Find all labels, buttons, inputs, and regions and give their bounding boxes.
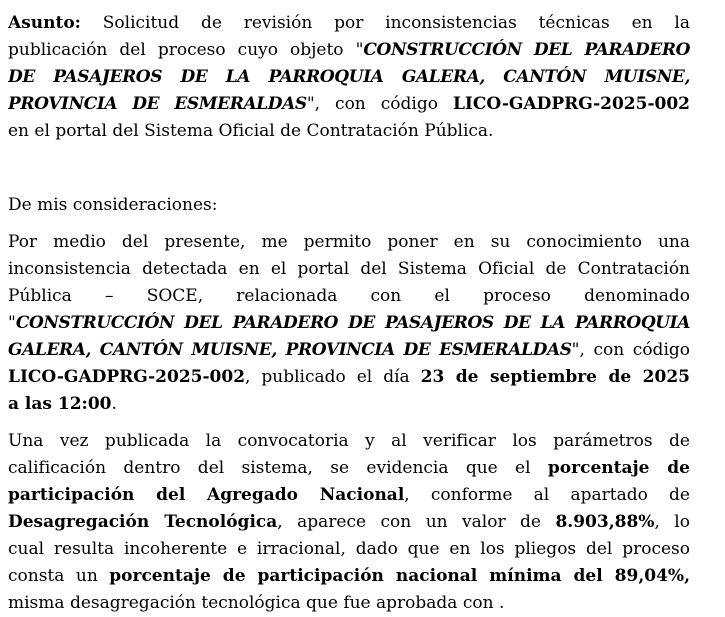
text-line [8, 590, 690, 617]
text-run: Solicitud de revisión por inconsistencias técnicas en la [80, 13, 690, 33]
text-line [8, 283, 690, 310]
text-run: , aparece con un valor de [277, 512, 556, 532]
text-line [8, 10, 690, 37]
text-line [8, 482, 690, 509]
text-run: Pública – SOCE, relacionada con el proceso denominado [8, 286, 690, 306]
bold-run: LICO-GADPRG-2025-002 [8, 367, 246, 387]
bold-run: porcentaje de participación nacional mínima del 89,04%, [109, 566, 690, 586]
text-line [8, 64, 690, 91]
text-line [8, 364, 690, 391]
text-run: publicación del proceso cuyo objeto " [8, 40, 364, 60]
text-line [8, 192, 690, 219]
text-line [8, 337, 690, 364]
text-run: , conforme al apartado de [404, 485, 690, 505]
text-line [8, 536, 690, 563]
text-line [8, 310, 690, 337]
bold-run: 23 de septiembre de 2025 [420, 367, 690, 387]
bold-run: Desagregación Tecnológica [8, 512, 278, 532]
bold-run: porcentaje de [547, 458, 690, 478]
bold-italic-run: CONSTRUCCIÓN DEL PARADERO [363, 40, 690, 60]
subject-paragraph [8, 10, 690, 145]
text-run: ", con código [571, 340, 690, 360]
text-line [8, 428, 690, 455]
text-line [8, 37, 690, 64]
bold-run: Asunto: [8, 13, 81, 33]
text-run: , publicado el día [245, 367, 421, 387]
text-run: " [8, 313, 16, 333]
text-run: calificación dentro del sistema, se evidencia que el [8, 458, 548, 478]
text-line [8, 256, 690, 283]
text-line [8, 91, 690, 118]
text-run: misma desagregación tecnológica que fue aprobada con . [8, 593, 505, 613]
text-line [8, 229, 690, 256]
bold-italic-run: CONSTRUCCIÓN DEL PARADERO DE PASAJEROS DE LA PARROQUIA [15, 313, 690, 333]
text-run: , lo [654, 512, 690, 532]
spacer-line [8, 155, 690, 182]
salutation-line [8, 192, 690, 219]
text-run: . [111, 394, 117, 414]
text-line [8, 118, 690, 145]
notification-paragraph [8, 229, 690, 418]
bold-italic-run: GALERA, CANTÓN MUISNE, PROVINCIA DE ESMERALDAS [8, 340, 572, 360]
text-run: Una vez publicada la convocatoria y al verificar los parámetros de [8, 431, 690, 451]
text-line [8, 391, 690, 418]
text-line [8, 563, 690, 590]
bold-italic-run: PROVINCIA DE ESMERALDAS [8, 94, 307, 114]
inconsistency-paragraph [8, 428, 690, 617]
text-run: ", con código [306, 94, 453, 114]
text-run: inconsistencia detectada en el portal del Sistema Oficial de Contratación [8, 259, 690, 279]
text-run: Por medio del presente, me permito poner en su conocimiento una [8, 232, 690, 252]
text-line [8, 155, 690, 182]
text-line [8, 509, 690, 536]
bold-italic-run: DE PASAJEROS DE LA PARROQUIA GALERA, CANTÓN MUISNE, [8, 67, 690, 87]
text-run: en el portal del Sistema Oficial de Contratación Pública. [8, 121, 494, 141]
text-run: De mis consideraciones: [8, 195, 218, 215]
text-run: cual resulta incoherente e irracional, dado que en los pliegos del proceso [8, 539, 690, 559]
bold-run: LICO-GADPRG-2025-002 [452, 94, 690, 114]
bold-run: a las 12:00 [8, 394, 112, 414]
bold-run: 8.903,88% [555, 512, 655, 532]
text-line [8, 455, 690, 482]
text-run: consta un [8, 566, 110, 586]
bold-run: participación del Agregado Nacional [8, 485, 405, 505]
